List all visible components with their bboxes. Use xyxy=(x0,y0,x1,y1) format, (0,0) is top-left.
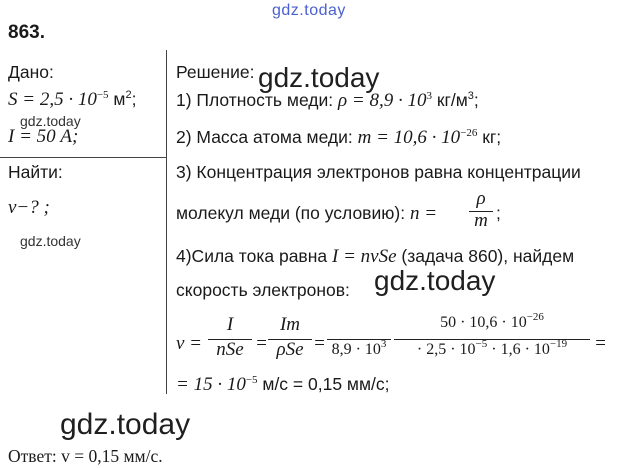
step-3-tail: ; xyxy=(496,203,501,223)
eq-fraction-2: Im ρSe xyxy=(268,314,312,364)
step-4-line-2: скорость электронов: xyxy=(176,280,350,300)
step-2: 2) Масса атома меди: $m = 10,6 \cdot 10^{-26}$ кг; xyxy=(176,127,502,148)
given-s: $S = 2,5 \cdot 10^{-5}$ $м^2$; xyxy=(8,89,137,110)
find-label: Найти: xyxy=(8,162,63,182)
step-3-fraction: ρ m xyxy=(469,188,493,234)
eq-equals-3: = xyxy=(594,333,607,354)
eq-equals-2: = xyxy=(313,333,326,354)
problem-number: 863. xyxy=(8,22,45,43)
eq-fraction-3: $8,9 \cdot 10^3$ xyxy=(327,314,391,364)
watermark-5: gdz.today xyxy=(60,408,191,441)
eq-result: = $15 \cdot 10^{-5}$ м/с = 0,15 мм/с; xyxy=(176,374,390,395)
divider-vertical xyxy=(166,50,167,394)
given-label: Дано: xyxy=(8,62,54,82)
eq-fraction-4: $50 \cdot 10,6 \cdot 10^{-26}$ · $2,5 \cdot 10^{-5} \cdot 1,6 \cdot 10^{-19}$ xyxy=(394,310,590,366)
step-4-line-1: 4)Сила тока равна I = nvSe (задача 860), найдем xyxy=(176,246,575,267)
watermark-4: gdz.today xyxy=(374,265,496,296)
step-3-line-1: 3) Концентрация электронов равна концентрации xyxy=(176,162,581,182)
watermark-3: gdz.today xyxy=(20,233,81,249)
solution-label: Решение: xyxy=(176,62,255,82)
eq-v: v = xyxy=(176,333,203,354)
step-3-line-2: молекул меди (по условию): n = xyxy=(176,203,438,224)
watermark-top: gdz.today xyxy=(272,2,346,19)
eq-equals-1: = xyxy=(255,333,268,354)
divider-horizontal xyxy=(0,157,166,158)
watermark-1: gdz.today xyxy=(258,62,380,93)
answer-line: Ответ: v = 0,15 мм/с. xyxy=(8,446,163,466)
given-i: I = 50 А; xyxy=(8,126,79,147)
find-v: v−? ; xyxy=(8,197,50,218)
watermark-2: gdz.today xyxy=(20,113,81,129)
step-1: 1) Плотность меди: $\rho = 8,9 \cdot 10^3$ $кг/м^3$; xyxy=(176,90,479,111)
eq-fraction-1: I nSe xyxy=(208,314,252,364)
